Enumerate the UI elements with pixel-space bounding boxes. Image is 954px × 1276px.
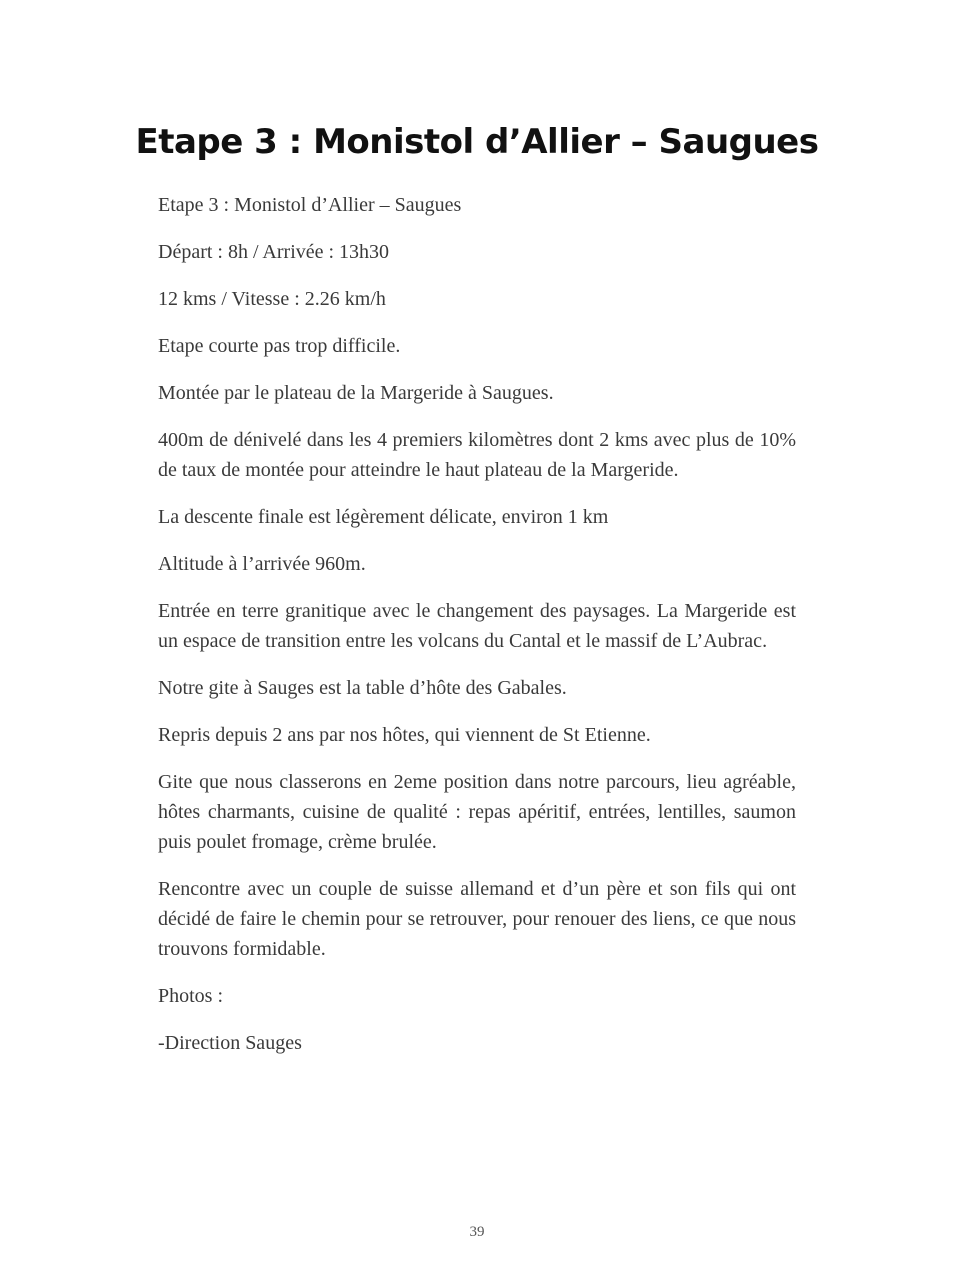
paragraph-photo-caption: -Direction Sauges xyxy=(158,1032,302,1054)
paragraph-stage-heading: Etape 3 : Monistol d’Allier – Saugues xyxy=(158,194,462,216)
document-body xyxy=(158,190,796,1075)
paragraph-gite: Notre gite à Sauges est la table d’hôte des Gabales. xyxy=(158,677,567,699)
paragraph-landscape: Entrée en terre granitique avec le changement des paysages. La Margeride est un espace de transition entre les volcans du Cantal et le massif de L’Aubrac. xyxy=(158,600,796,652)
page-number: 39 xyxy=(469,1224,485,1240)
paragraph-difficulty: Etape courte pas trop difficile. xyxy=(158,335,401,357)
paragraph-ascent: Montée par le plateau de la Margeride à Saugues. xyxy=(158,382,554,404)
paragraph-encounter: Rencontre avec un couple de suisse allemand et d’un père et son fils qui ont décidé de faire le chemin pour se retrouver, pour renouer des liens, ce que nous trouvons formidable. xyxy=(158,878,796,960)
paragraph-descent: La descente finale est légèrement délicate, environ 1 km xyxy=(158,506,609,528)
paragraph-departure-arrival: Départ : 8h / Arrivée : 13h30 xyxy=(158,241,390,263)
paragraph-distance-speed: 12 kms / Vitesse : 2.26 km/h xyxy=(158,288,386,310)
paragraph-gite-review: Gite que nous classerons en 2eme position dans notre parcours, lieu agréable, hôtes charmants, cuisine de qualité : repas apéritif, entrées, lentilles, saumon puis poulet fromage, crème brulée. xyxy=(158,771,796,853)
paragraph-photos-label: Photos : xyxy=(158,985,224,1007)
paragraph-altitude: Altitude à l’arrivée 960m. xyxy=(158,553,366,575)
paragraph-elevation: 400m de dénivelé dans les 4 premiers kilomètres dont 2 kms avec plus de 10% de taux de montée pour atteindre le haut plateau de la Margeride. xyxy=(158,429,796,481)
page-title: Etape 3 : Monistol d’Allier – Saugues xyxy=(135,122,819,162)
paragraph-hosts: Repris depuis 2 ans par nos hôtes, qui viennent de St Etienne. xyxy=(158,724,651,746)
